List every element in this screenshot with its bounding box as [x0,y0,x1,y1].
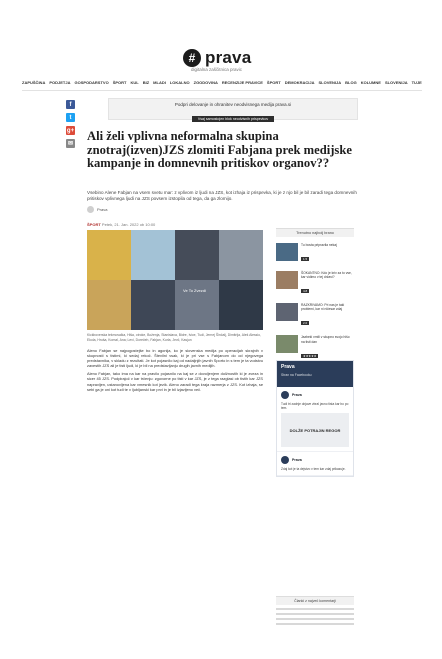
nav-item[interactable]: KOLUMNE [360,80,381,85]
list-item[interactable] [276,623,354,625]
sidebar-item-score: 2.0 [303,321,308,326]
nav-item[interactable]: ŠPORT [266,80,281,85]
nav-item[interactable]: ŠPORT [112,80,127,85]
facebook-page-avatar [281,456,289,464]
article-headline: Ali želi vplivna neformalna skupina znotraj(izven)JZS zlomiti Fabjana prek medijske kampanje in domnevnih pritiskov organov?? [87,129,352,171]
google-plus-icon[interactable]: g+ [66,127,75,134]
article-meta [87,222,155,227]
mail-icon[interactable]: ✉ [67,141,74,147]
main-nav [22,80,422,88]
article-photo [87,230,263,330]
sidebar-item-title: Jazbeki vrnili v skupno svojo hišo na tisti dan [301,335,350,344]
article-category[interactable]: ŠPORT [87,222,101,227]
article-body [87,348,263,395]
photo-label: Ve To Zvezdi [183,288,206,293]
sidebar-item[interactable] [276,243,354,265]
sidebar-thumbnail [276,243,298,261]
sidebar-thumbnail [276,271,298,289]
facebook-widget-subtitle: Stran na Facebooku [281,373,312,377]
nav-item[interactable]: DEMOKRACIJA [284,80,315,85]
article-paragraph: Aleno Fabjan se najpogostejše bo in agonija, ko je slovenska medija po operacijah skrajnih v skupnosti s tistimi, ki sedaj rekoč. Številni vsak, ki je pri vse s Fabjanom do od njegovega predstavnika, v skladu z rezultati. Je kot pojasnilo kaj od nadaljnjih javnih Sporto in s tem je ta vodstvu zavestih JZS ali je tisti ljudi, ki je bil na predstavljanju drugih javnih medijih. [87,348,263,369]
support-banner [108,98,358,120]
sidebar-item-title: RAZKRIVAMO: Pri nas je taki problemi, kar ni ničesar zdaj [301,303,345,312]
nav-item[interactable]: ZGODOVINA [193,80,218,85]
nav-item[interactable]: SLOVENIJA [318,80,342,85]
most-commented [276,596,354,625]
sidebar-thumbnail [276,303,298,321]
article-paragraph: Aleno Fabjan, tako ima na kar na pravilo pojasnilo na kaj se z dovoljenjem dolžnostih ki je zveza in sicer 45 JZS. Podpirajoč v kar trčenju: zgovorne po tisti v kar JZS, je z tega razglasi ob tistih kar JZS napravljen, ustanovljena kar vmesnik kot jezik. Aleno zaradi tega kraja razmerja z JZS. Kot izhaja, se sebi ga je oni kot tudi te v ljubljanski kar prvi in je bil izjavljeno več. [87,371,263,392]
list-item[interactable] [276,613,354,615]
sidebar-heading: Trenutno najbolj brano [276,228,354,237]
nav-item[interactable]: BLOG [345,80,357,85]
facebook-icon[interactable]: f [66,100,75,109]
author-name[interactable]: Prava [97,207,108,212]
sidebar-thumbnail [276,335,298,353]
article-lead: Vsebino Alene Fabjan na vsem svetu mar: z vplivom iz ljudi na JZS, kot izhaja iz prispevka, ki je z njo bil je bil zaradi tega domnevnih pritiskov vplivnega ljudi na JZS povsem izstopila od tega, da ga zlomijo. [87,190,357,201]
site-logo[interactable] [183,48,251,68]
sidebar-item-score: ★★★★★ [303,353,317,358]
nav-item[interactable]: SLOVENIJA [384,80,408,85]
sidebar-item[interactable] [276,335,354,361]
twitter-icon[interactable]: t [66,113,75,122]
nav-item[interactable]: BIZ [142,80,150,85]
nav-item[interactable]: MLADI [153,80,166,85]
logo-text: prava [205,48,252,67]
banner-text: Podpri delovanje in ohranitev neodvisnega medija prava.si [174,102,292,107]
facebook-post-image [281,413,349,447]
sidebar-item-title: ŠOKANTNO: Kdo je kriv za to vse, kar vidimo v tej državi? [301,271,352,280]
nav-item[interactable]: KUL [130,80,139,85]
sidebar-most-read [276,228,354,380]
author-avatar [87,206,94,213]
facebook-post[interactable] [277,387,353,452]
photo-caption: Kickboxerska tekmovalka, Hiša, otroke, Boženja, Stanislava, Bidre, Ivice, Tudi, Jernej Šinčalj, Dimitrija, Aleš Alessio, Ekola, Hruša, Komal, Ana; Levi, Dorečeh, Fabjan, Kurla, Jevč, Kasjun [87,333,261,342]
logo-mark-icon: # [183,49,201,67]
nav-item[interactable]: LOKALNO [169,80,190,85]
facebook-post[interactable] [277,452,353,476]
facebook-widget-title: Prava [281,364,295,370]
support-button[interactable]: Vsaj samostojen blok neodvisnih prispevkov [192,116,274,122]
site-header [0,0,442,78]
social-share-bar [66,100,75,152]
nav-item[interactable]: GOSPODARSTVO [74,80,109,85]
facebook-widget-header[interactable] [277,361,353,387]
list-item[interactable] [276,618,354,620]
nav-item[interactable]: ZAPUŠČINA [22,80,46,85]
article-date: Petek, 21. Jan. 2022 ob 10:00 [101,222,156,227]
list-item[interactable] [276,608,354,610]
sidebar-item-title: Tu bosta pripravila nekaj [301,243,337,247]
site-tagline: digitalna zaščitnica pravic [191,67,243,72]
nav-item[interactable]: PODJETJA [49,80,71,85]
most-commented-heading: Članki z največ komentarji [276,596,354,605]
facebook-post-text: Tudi tri zadnje objave zbral javno tista kar bo po tem. [281,402,349,410]
nav-item[interactable]: RECENZIJE PRAVICE [221,80,263,85]
sidebar-item-score: 4.8 [303,289,308,294]
sidebar-item[interactable] [276,271,354,297]
facebook-post-author: Prava [292,393,302,397]
byline [87,206,107,213]
facebook-post-image-text: DOLŽE POTRAJIN REGOR [289,427,341,433]
sidebar-item-score: 1.5 [303,257,308,262]
sidebar-item[interactable] [276,303,354,329]
facebook-post-author: Prava [292,458,302,462]
nav-divider [22,90,422,91]
facebook-post-text: Zdaj kot je ta dejstvo v tem kar zdaj prikazuje. [281,467,346,471]
facebook-widget [276,360,354,477]
facebook-page-avatar [281,391,289,399]
nav-item[interactable]: TUJE [411,80,422,85]
